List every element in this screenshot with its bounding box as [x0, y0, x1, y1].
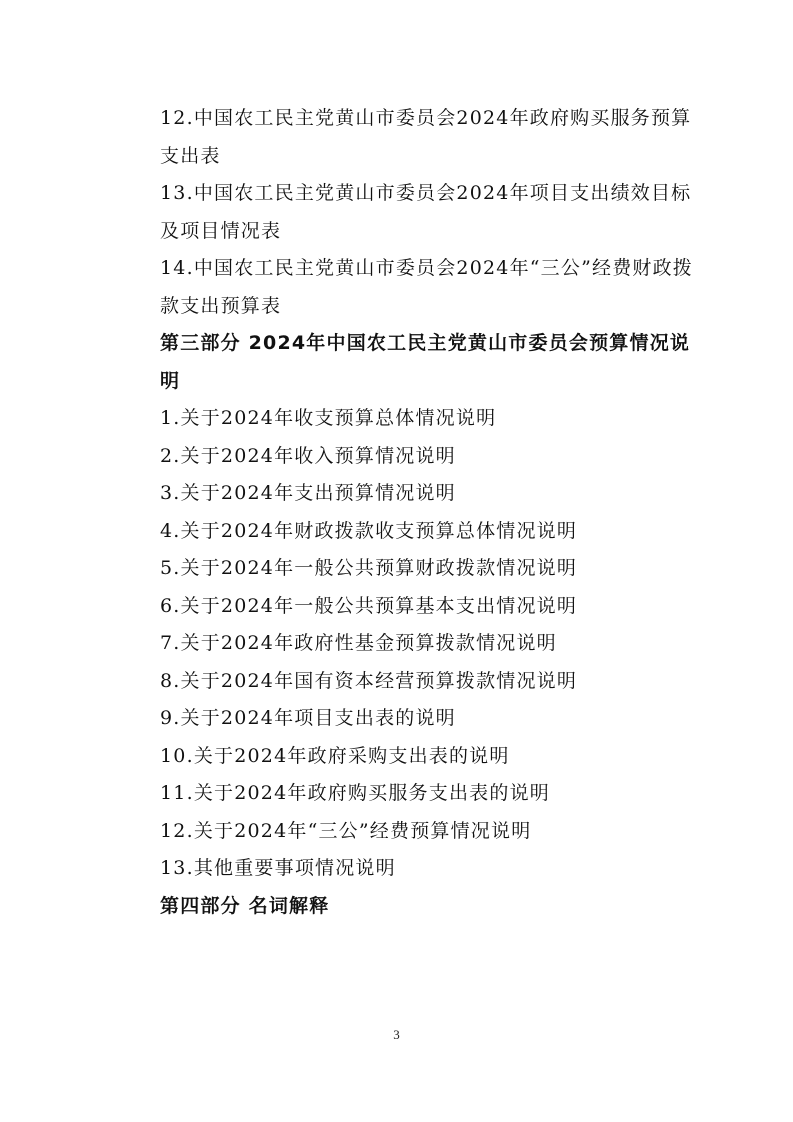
part3-item-2: 2.关于2024年收入预算情况说明: [160, 444, 456, 467]
part3-item-11: 11.关于2024年政府购买服务支出表的说明: [160, 782, 550, 804]
part3-item-6: 6.关于2024年一般公共预算基本支出情况说明: [160, 594, 578, 617]
toc-item-12-govt-service-purchase: 12.中国农工民主党黄山市委员会2024年政府购买服务预算支出表: [160, 107, 692, 167]
part3-item-13: 13.其他重要事项情况说明: [160, 857, 396, 879]
toc-item-14-three-public-expenses: 14.中国农工民主党黄山市委员会2024年“三公”经费财政拨款支出预算表: [160, 257, 693, 317]
part3-item-1: 1.关于2024年收支预算总体情况说明: [160, 407, 497, 429]
part3-item-4: 4.关于2024年财政拨款收支预算总体情况说明: [160, 519, 578, 542]
toc-item-13-project-performance: 13.中国农工民主党黄山市委员会2024年项目支出绩效目标及项目情况表: [160, 182, 692, 242]
part3-item-10: 10.关于2024年政府采购支出表的说明: [160, 744, 510, 767]
part3-item-3: 3.关于2024年支出预算情况说明: [160, 482, 456, 504]
part3-item-12: 12.关于2024年“三公”经费预算情况说明: [160, 819, 532, 842]
part3-heading: 第三部分 2024年中国农工民主党黄山市委员会预算情况说明: [160, 332, 691, 392]
part3-item-9: 9.关于2024年项目支出表的说明: [160, 707, 456, 729]
part3-item-8: 8.关于2024年国有资本经营预算拨款情况说明: [160, 669, 578, 692]
part4-heading: 第四部分 名词解释: [160, 894, 330, 917]
part3-item-5: 5.关于2024年一般公共预算财政拨款情况说明: [160, 557, 578, 579]
table-of-contents: [118, 100, 702, 925]
part3-item-7: 7.关于2024年政府性基金预算拨款情况说明: [160, 632, 557, 654]
page-number: 3: [393, 1027, 400, 1042]
